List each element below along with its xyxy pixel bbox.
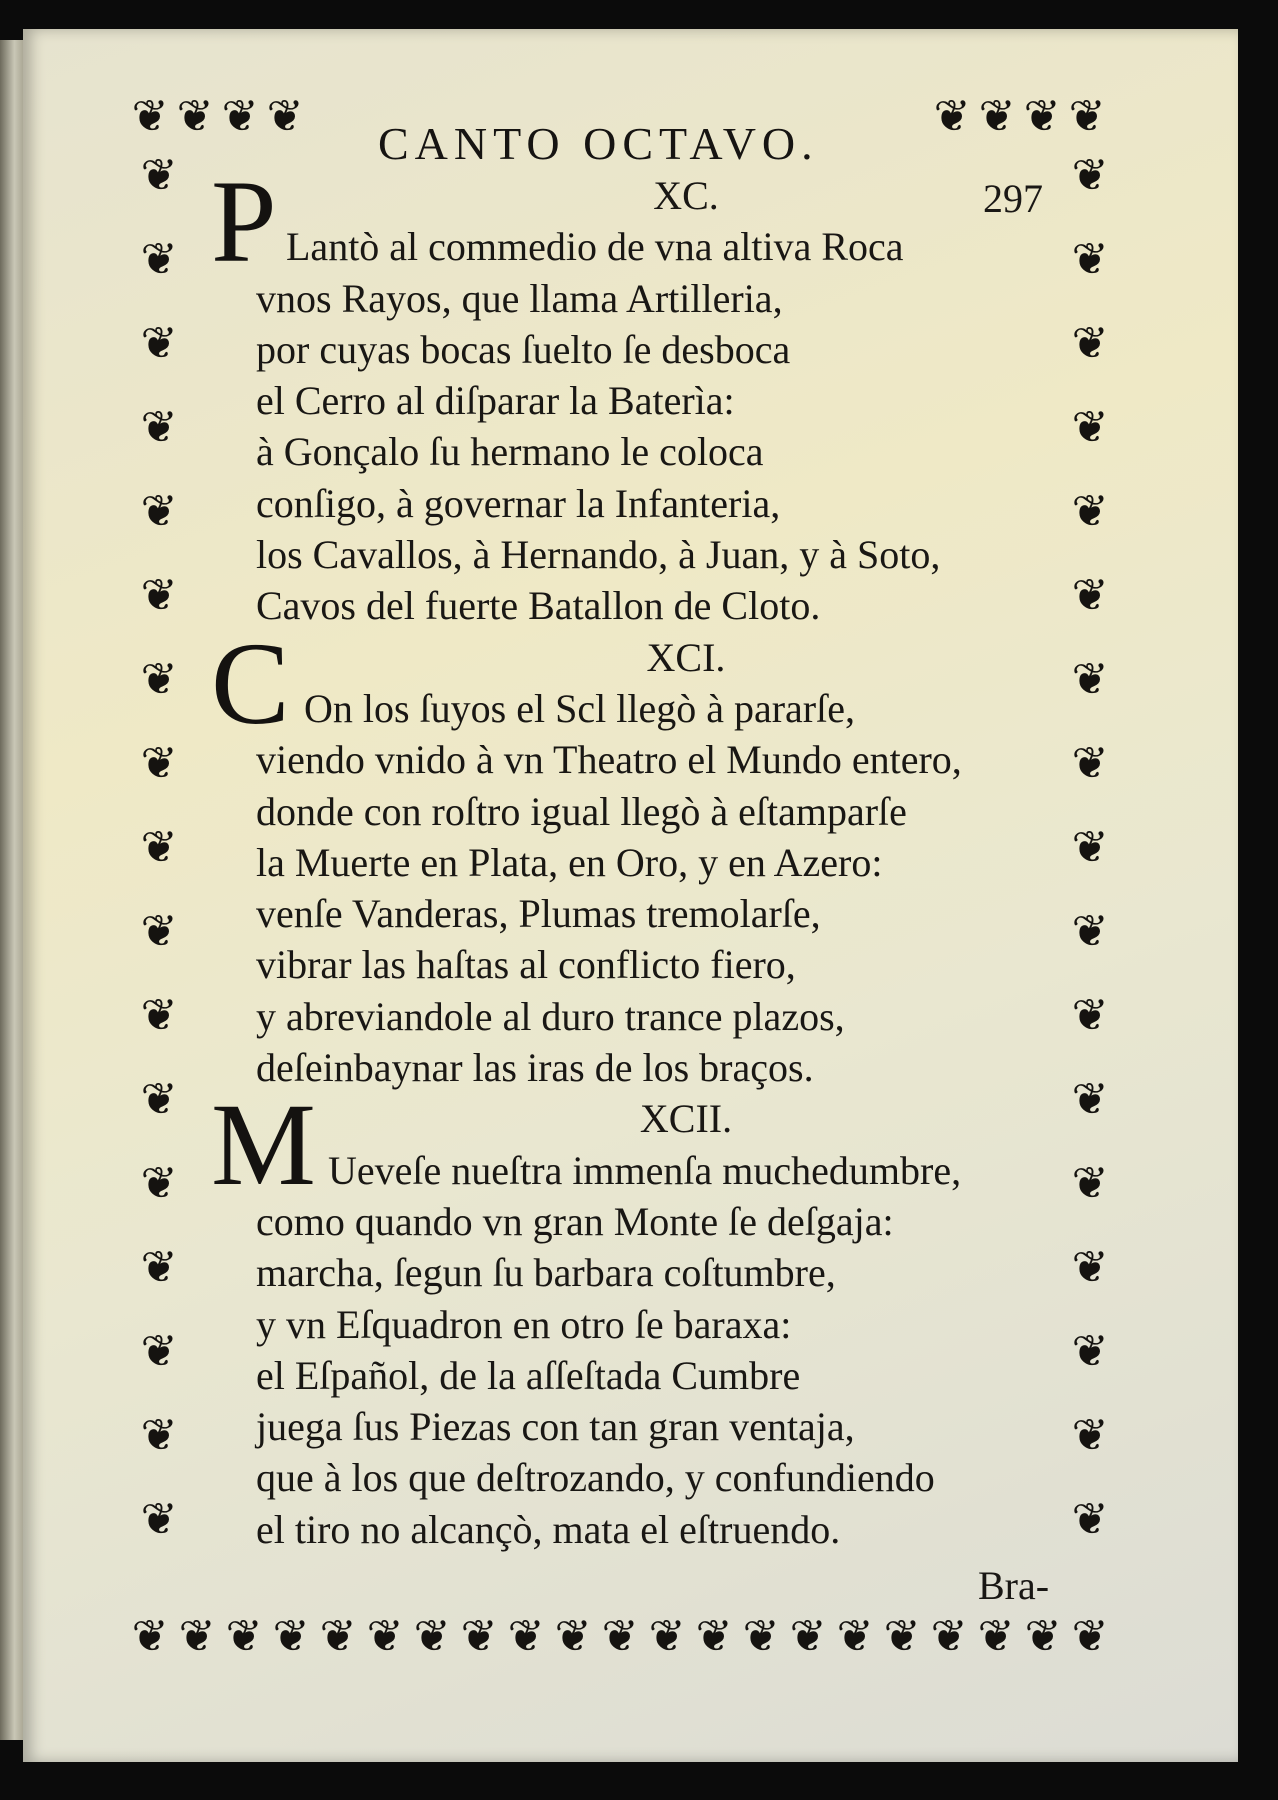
fleuron-icon: ❦ [221,91,259,142]
book-page [23,29,1238,1762]
fleuron-icon: ❦ [554,1611,592,1662]
fleuron-icon: ❦ [140,486,178,537]
verse-line: juega ſus Piezas con tan gran ventaja, [256,1404,855,1450]
verse-line: conſigo, à governar la Infanteria, [256,480,781,526]
fleuron-icon: ❦ [140,570,178,621]
verse-line: y vn Eſquadron en otro ſe baraxa: [256,1301,792,1347]
fleuron-icon: ❦ [1071,1494,1109,1545]
fleuron-icon: ❦ [933,91,971,142]
fleuron-icon: ❦ [1071,654,1109,705]
fleuron-icon: ❦ [1071,1611,1109,1662]
fleuron-icon: ❦ [140,1494,178,1545]
fleuron-icon: ❦ [1071,822,1109,873]
stanza [211,1079,1076,1555]
fleuron-icon: ❦ [319,1611,357,1662]
fleuron-icon: ❦ [507,1611,545,1662]
fleuron-icon: ❦ [225,1611,263,1662]
verse-line: el Eſpañol, de la aſſeſtada Cumbre [256,1352,801,1398]
verse-line: On los ſuyos el Scl llegò à pararſe, [304,685,855,731]
verse-line: viendo vnido à vn Theatro el Mundo entero, [256,737,962,783]
fleuron-icon: ❦ [930,1611,968,1662]
stanza [211,156,1076,632]
page-title: CANTO OCTAVO. [378,118,819,169]
fleuron-icon: ❦ [742,1611,780,1662]
fleuron-icon: ❦ [140,1410,178,1461]
fleuron-icon: ❦ [695,1611,733,1662]
stanza-number: XC. [653,173,719,218]
adjacent-page-edge [0,40,24,1740]
fleuron-icon: ❦ [1071,990,1109,1041]
fleuron-icon: ❦ [140,150,178,201]
fleuron-icon: ❦ [978,91,1016,142]
fleuron-icon: ❦ [140,738,178,789]
fleuron-icon: ❦ [1071,318,1109,369]
fleuron-icon: ❦ [140,1074,178,1125]
fleuron-icon: ❦ [1071,1410,1109,1461]
fleuron-icon: ❦ [266,91,304,142]
fleuron-icon: ❦ [648,1611,686,1662]
verse-line: el Cerro al diſparar la Baterìa: [256,378,735,424]
verse-line: donde con roſtro igual llegò à eſtamparſe [256,788,907,834]
fleuron-icon: ❦ [140,234,178,285]
fleuron-icon: ❦ [836,1611,874,1662]
fleuron-icon: ❦ [460,1611,498,1662]
fleuron-icon: ❦ [1071,738,1109,789]
verse-line: el tiro no alcançò, mata el eſtruendo. [256,1506,841,1552]
fleuron-icon: ❦ [1068,91,1106,142]
verse-line: que à los que deſtrozando, y confundiendo [256,1455,935,1501]
fleuron-icon: ❦ [883,1611,921,1662]
fleuron-icon: ❦ [131,1611,169,1662]
verse-line: Lantò al commedio de vna altiva Roca [286,224,904,270]
fleuron-icon: ❦ [140,654,178,705]
catchword: Bra- [978,1563,1050,1608]
fleuron-icon: ❦ [1071,486,1109,537]
verse-line: Ueveſe nueſtra immenſa muchedumbre, [328,1147,962,1193]
drop-cap: M [211,1079,316,1211]
fleuron-icon: ❦ [140,822,178,873]
fleuron-icon: ❦ [413,1611,451,1662]
verse-line: à Gonçalo ſu hermano le coloca [256,429,764,475]
fleuron-icon: ❦ [1071,402,1109,453]
fleuron-icon: ❦ [140,402,178,453]
stanza-number: XCI. [646,634,726,680]
fleuron-icon: ❦ [140,1242,178,1293]
fleuron-icon: ❦ [1071,906,1109,957]
verse-line: Cavos del fuerte Batallon de Cloto. [256,583,821,629]
drop-cap: C [211,617,290,749]
fleuron-icon: ❦ [176,91,214,142]
stanza [211,617,1076,1094]
fleuron-icon: ❦ [140,1158,178,1209]
fleuron-icon: ❦ [1071,234,1109,285]
verse-line: vnos Rayos, que llama Artilleria, [256,275,783,321]
page-number: 297 [983,176,1043,221]
verse-line: la Muerte en Plata, en Oro, y en Azero: [256,839,883,885]
fleuron-icon: ❦ [1071,1242,1109,1293]
verse-line: los Cavallos, à Hernando, à Juan, y à Soto, [256,532,941,578]
verse-line: deſeinbaynar las iras de los braços. [256,1045,814,1091]
fleuron-icon: ❦ [140,990,178,1041]
verse-line: marcha, ſegun ſu barbara coſtumbre, [256,1250,836,1296]
fleuron-icon: ❦ [1071,570,1109,621]
fleuron-icon: ❦ [1071,1158,1109,1209]
verse-line: por cuyas bocas ſuelto ſe desboca [256,326,791,372]
fleuron-icon: ❦ [789,1611,827,1662]
fleuron-icon: ❦ [140,1326,178,1377]
fleuron-icon: ❦ [1071,150,1109,201]
fleuron-icon: ❦ [140,318,178,369]
poem-text [211,156,1076,1555]
fleuron-icon: ❦ [1071,1326,1109,1377]
fleuron-icon: ❦ [1024,1611,1062,1662]
drop-cap: P [211,156,277,287]
fleuron-icon: ❦ [1071,1074,1109,1125]
fleuron-icon: ❦ [1023,91,1061,142]
fleuron-icon: ❦ [272,1611,310,1662]
fleuron-icon: ❦ [140,906,178,957]
fleuron-icon: ❦ [178,1611,216,1662]
fleuron-icon: ❦ [977,1611,1015,1662]
verse-line: como quando vn gran Monte ſe deſgaja: [256,1198,894,1244]
stanza-number: XCII. [639,1096,733,1142]
verse-line: y abreviandole al duro trance plazos, [256,993,845,1039]
fleuron-icon: ❦ [366,1611,404,1662]
verse-line: vibrar las haſtas al conflicto fiero, [256,942,796,988]
fleuron-icon: ❦ [131,91,169,142]
verse-line: venſe Vanderas, Plumas tremolarſe, [256,891,821,937]
fleuron-icon: ❦ [601,1611,639,1662]
